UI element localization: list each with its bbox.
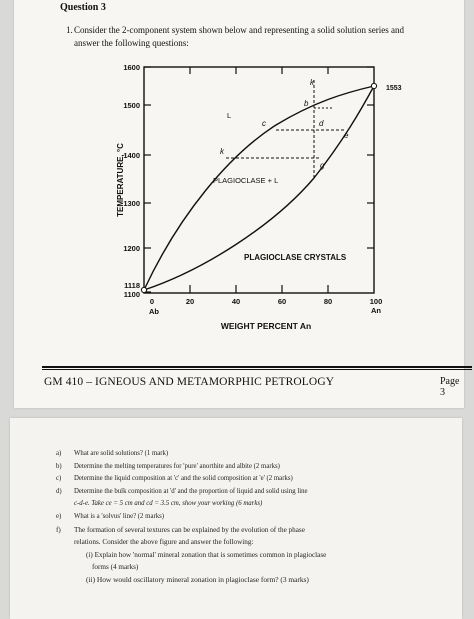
- point-k-top: k: [310, 78, 314, 87]
- y-tick-label: 1400: [123, 151, 140, 160]
- y-tick-label: 1300: [123, 199, 140, 208]
- footer-rule-thin: [42, 369, 472, 370]
- point-d: d: [319, 119, 324, 128]
- y-tick-label: 1118: [124, 281, 140, 290]
- x-tick-label: 80: [323, 297, 333, 306]
- phase-diagram: [14, 0, 464, 360]
- point-g: g: [320, 161, 325, 170]
- solid-field-label: PLAGIOCLASE CRYSTALS: [244, 253, 347, 262]
- y-tick-label: 1500: [123, 101, 140, 110]
- question-item: e) What is a 'solvus' line? (2 marks): [56, 512, 165, 520]
- question-item: d) Determine the bulk composition at 'd' and the proportion of liquid and solid using line: [56, 487, 308, 495]
- y-tick-label: 1600: [123, 63, 140, 72]
- y-tick-label: 1100: [123, 290, 140, 299]
- question-subitem-continued: forms (4 marks): [92, 563, 139, 572]
- two-phase-field-label: PLAGIOCLASE + L: [213, 176, 279, 185]
- page-number: Page 3: [440, 376, 460, 398]
- albite-end-label: Ab: [149, 307, 159, 316]
- questions-page: [10, 418, 462, 619]
- y-axis-label: TEMPERATURE, °C: [116, 143, 125, 217]
- question-item: c) Determine the liquid composition at 'c' and the solid composition at 'e' (2 marks): [56, 475, 293, 483]
- x-tick-label: 40: [231, 297, 241, 306]
- x-axis-label: WEIGHT PERCENT An: [220, 321, 312, 331]
- question-line-2: answer the following questions:: [74, 37, 189, 48]
- x-tick-labels: [150, 297, 382, 306]
- question-list: [38, 448, 453, 587]
- question-title: Question 3: [60, 2, 106, 13]
- question-item: f) The formation of several textures can be explained by the evolution of the phase: [56, 525, 305, 534]
- x-tick-label: 100: [369, 297, 383, 306]
- anorthite-melting-point: [371, 83, 376, 88]
- x-tick-label: 20: [185, 297, 195, 306]
- question-subitem: (ii) How would oscillatory mineral zonation in plagioclase form? (3 marks): [86, 574, 309, 584]
- anorthite-melt-temp-label: 1553: [386, 85, 402, 92]
- question-item: b) Determine the melting temperatures for 'pure' anorthite and albite (2 marks): [56, 462, 280, 470]
- point-e: e: [344, 131, 349, 140]
- question-item-continued: relations. Consider the above figure and answer the following:: [74, 538, 254, 547]
- anorthite-end-label: An: [371, 306, 381, 315]
- albite-melting-point: [141, 287, 146, 292]
- x-tick-label: 0: [149, 297, 155, 306]
- point-c: c: [262, 119, 266, 128]
- question-item: a) What are solid solutions? (1 mark): [56, 450, 169, 457]
- question-page: [14, 0, 464, 408]
- question-item-continued: c-d-e. Take ce = 5 cm and cd = 3.5 cm, show your working (6 marks): [74, 500, 263, 508]
- point-b: b: [304, 99, 309, 108]
- question-number: 1.: [66, 25, 73, 35]
- footer-rule: [42, 366, 472, 368]
- course-title: GM 410 – IGNEOUS AND METAMORPHIC PETROLOGY: [44, 376, 335, 388]
- question-subitem: (i) Explain how 'normal' mineral zonation that is sometimes common in plagioclase: [86, 550, 327, 559]
- y-tick-label: 1200: [123, 244, 140, 253]
- question-line-1: Consider the 2-component system shown below and representing a solid solution series and: [74, 25, 404, 35]
- liquid-field-label: L: [227, 111, 232, 120]
- point-k-mid: k: [220, 147, 224, 156]
- y-tick-labels: [123, 63, 140, 299]
- x-tick-label: 60: [277, 297, 287, 306]
